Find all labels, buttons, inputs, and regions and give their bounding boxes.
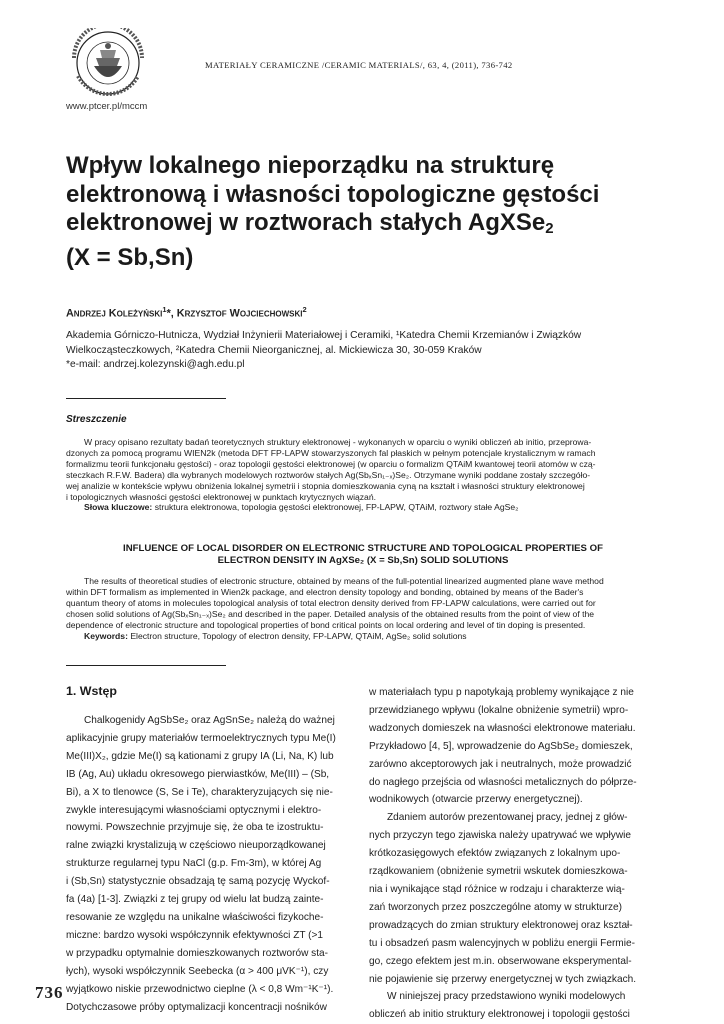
affiliation — [66, 329, 666, 373]
body-line: do nagłego przejścia od własności metalicznych do półprze- — [369, 776, 637, 788]
body-line: zań tworzonych przez poszczególne atomy w strukturze) — [369, 901, 623, 913]
body-column-left — [66, 712, 356, 1016]
body-line: ralne związki krystalizują w częściowo nieuporządkowanej — [66, 840, 326, 852]
author-affiliation-mark: 2 — [302, 305, 307, 314]
body-line: go, czego efektem jest m.in. obserwowane eksperymental- — [369, 955, 632, 967]
section-heading: 1. Wstęp — [66, 684, 117, 698]
author-name: Krzysztof Wojciechowski — [176, 307, 303, 320]
english-title — [66, 543, 660, 568]
english-title-line: ELECTRON DENSITY IN AgXSe₂ (X = Sb,Sn) SOLID SOLUTIONS — [217, 555, 509, 567]
affiliation-line: Wielkocząsteczkowych, ²Katedra Chemii Nieorganicznej, al. Mickiewicza 30, 30-059 Kraków — [66, 344, 482, 356]
body-line: w przypadku optymalnie domieszkowanych roztworów sta- — [66, 947, 328, 959]
keywords-text: Electron structure, Topology of electron density, FP-LAPW, QTAiM, AgSe₂ solid solutions — [130, 630, 467, 641]
body-column-right — [369, 684, 659, 1024]
body-line: zwykle interesującymi własnościami optycznymi i elektro- — [66, 804, 322, 816]
author-affiliation-mark: 1 — [162, 305, 167, 314]
divider — [66, 398, 226, 399]
abstract-line: wej analizie w kontekście wpływu obniżenia lokalnej symetrii i stopnia domieszkowania cyną na kształt i własności struktury elektronowej — [66, 480, 585, 491]
body-line: w materiałach typu p napotykają problemy wynikające z nie — [369, 687, 634, 698]
body-line: i (Sb,Sn) statystycznie obsadzają tę samą pozycję Wyckof- — [66, 876, 330, 888]
body-line: Chalkogenidy AgSbSe₂ oraz AgSnSe₂ należą do ważnej — [84, 715, 335, 726]
page-number: 736 — [35, 983, 64, 1002]
body-line: Zdaniem autorów prezentowanej pracy, jednej z głów- — [387, 812, 628, 824]
abstract-en — [66, 576, 660, 641]
abstract-heading: Streszczenie — [66, 414, 127, 425]
body-line: wyjątkowo niskie przewodnictwo cieplne (λ < 0,8 Wm⁻¹K⁻¹). — [66, 983, 334, 995]
abstract-line: i topologicznych własności gęstości elektronowej w punktach krytycznych wiązań. — [66, 491, 376, 502]
title-line: elektronową i własności topologiczne gęstości — [66, 180, 600, 208]
body-line: W niniejszej pracy przedstawiono wyniki modelowych — [387, 991, 626, 1003]
abstract-line: within DFT formalism as implemented in Wien2k package, and electron density topology and bonding, obtained by means of the Bader's — [66, 586, 584, 597]
body-line: Przykładowo [4, 5], wprowadzenie do AgSbSe₂ domieszek, — [369, 740, 633, 752]
body-line: wadzonych domieszek na własności elektronowe materiału. — [369, 722, 636, 734]
title-line: (X = Sb,Sn) — [66, 244, 194, 272]
body-line: prowadzących do zmian struktury elektronowej oraz kształ- — [369, 919, 633, 931]
body-line: łych), wysoki współczynnik Seebecka (α > 400 μVK⁻¹), czy — [66, 965, 329, 977]
author-separator: *, — [166, 307, 177, 320]
body-line: nowymi. Powszechnie przyjmuje się, że oba te izostruktu- — [66, 822, 324, 834]
keywords-label: Słowa kluczowe: — [84, 502, 153, 513]
body-line: nych przyczyn tego zjawiska należy upatrywać we wpływie — [369, 830, 631, 842]
paper-title — [66, 152, 666, 273]
keywords-text: struktura elektronowa, topologia gęstości elektronowej, FP-LAPW, QTAiM, roztwory stałe AgSe₂ — [154, 502, 519, 513]
body-line: aplikacyjnie grupy materiałów termoelektrycznych typu Me(I) — [66, 732, 336, 744]
abstract-line: dependence of electronic structure and topological properties of bond critical points on local ordering and level of tin doping is presented. — [66, 619, 586, 630]
keywords-line — [66, 502, 660, 513]
body-line: nie pojawienie się przerwy energetycznej w tych związkach. — [369, 973, 637, 985]
title-subscript: 2 — [545, 220, 554, 238]
abstract-line: The results of theoretical studies of electronic structure, obtained by means of the full-potential linearized augmented plane wave method — [84, 576, 604, 586]
body-line: Me(III)X₂, gdzie Me(I) są kationami z grupy IA (Li, Na, K) lub — [66, 750, 334, 762]
abstract-line: quantum theory of atoms in molecules topological analysis of total electron density derived from FP-LAPW calculations, were carried out for — [66, 597, 596, 608]
body-line: obliczeń ab initio struktury elektronowej i topologii gęstości — [369, 1009, 630, 1021]
author-list — [66, 305, 307, 320]
abstract-line: chosen solid solutions of Ag(SbₓSn₁₋ₓ)Se₂ and described in the paper. Detailed analysis of the obtained results from the point of view of the — [66, 608, 595, 619]
title-text: elektronowej w roztworach stałych AgXSe — [66, 209, 546, 237]
english-title-line: INFLUENCE OF LOCAL DISORDER ON ELECTRONIC STRUCTURE AND TOPOLOGICAL PROPERTIES OF — [123, 543, 603, 554]
body-line: IB (Ag, Au) układu okresowego pierwiastków, Me(III) – (Sb, — [66, 768, 330, 780]
body-line: strukturze regularnej typu NaCl (g.p. Fm-3m), w której Ag — [66, 858, 322, 870]
journal-header: MATERIAŁY CERAMICZNE /CERAMIC MATERIALS/, 63, 4, (2011), 736-742 — [205, 60, 513, 70]
body-line: Dotychczasowe próby optymalizacji koncentracji nośników — [66, 1001, 327, 1013]
body-line: wodnikowych (otwarcie przerwy energetycznej). — [369, 794, 583, 806]
body-line: fa (4a) [1-3]. Związki z tej grupy od wielu lat budzą zainte- — [66, 894, 324, 906]
keywords-line — [66, 631, 660, 642]
body-line: miczne: bardzo wysoki współczynnik efektywności ZT (>1 — [66, 929, 324, 941]
title-line — [66, 209, 666, 244]
author-name: Andrzej Koleżyński — [66, 307, 163, 320]
logo-url: www.ptcer.pl/mccm — [66, 101, 148, 112]
body-line: tu i obsadzeń pasm walencyjnych w pobliżu energii Fermie- — [369, 937, 635, 949]
body-line: nia i wynikające stąd różnice w rodzaju i charakterze wią- — [369, 883, 625, 895]
abstract-line: formalizmu teorii funkcjonału gęstości) - oraz topologii gęstości elektronowej (w oparciu o formalizm QTAiM kwantowej teorii atomów w czą- — [66, 458, 596, 469]
keywords-label: Keywords: — [84, 630, 128, 641]
body-line: rządkowaniem (obniżenie symetrii wskutek domieszkowa- — [369, 866, 628, 878]
affiliation-line: Akademia Górniczo-Hutnicza, Wydział Inżynierii Materiałowej i Ceramiki, ¹Katedra Chemii Krzemianów i Związków — [66, 330, 582, 341]
email-line: *e-mail: andrzej.kolezynski@agh.edu.pl — [66, 359, 245, 371]
abstract-line: W pracy opisano rezultaty badań teoretycznych struktury elektronowej - wykonanych w oparciu o wyniki obliczeń ab initio, przeprowa- — [84, 437, 592, 447]
title-line: Wpływ lokalnego nieporządku na strukturę — [66, 152, 555, 179]
abstract-pl — [66, 437, 660, 513]
body-line: Bi), a X to tlenowce (S, Se i Te), charakteryzujących się nie- — [66, 786, 333, 798]
body-line: zarówno akceptorowych jak i neutralnych, może prowadzić — [369, 758, 632, 770]
body-line: przewidzianego wpływu (lokalne obniżenie symetrii) wpro- — [369, 704, 629, 716]
divider — [66, 665, 226, 666]
body-line: krótkozasięgowych efektów związanych z lokalnym upo- — [369, 848, 621, 860]
abstract-line: dzonych za pomocą programu WIEN2k (metoda DFT FP-LAPW stowarzyszonych fal płaskich w pełnym potencjale krystalicznym w ramach — [66, 447, 596, 458]
body-line: resowanie ze względu na unikalne właściwości fizykoche- — [66, 911, 324, 923]
abstract-line: steczkach R.F.W. Badera) dla wybranych modelowych roztworów stałych Ag(SbₓSn₁₋ₓ)Se₂. Otrzymane wyniki poddane zostały szczegóło- — [66, 469, 591, 480]
society-logo — [62, 28, 154, 98]
